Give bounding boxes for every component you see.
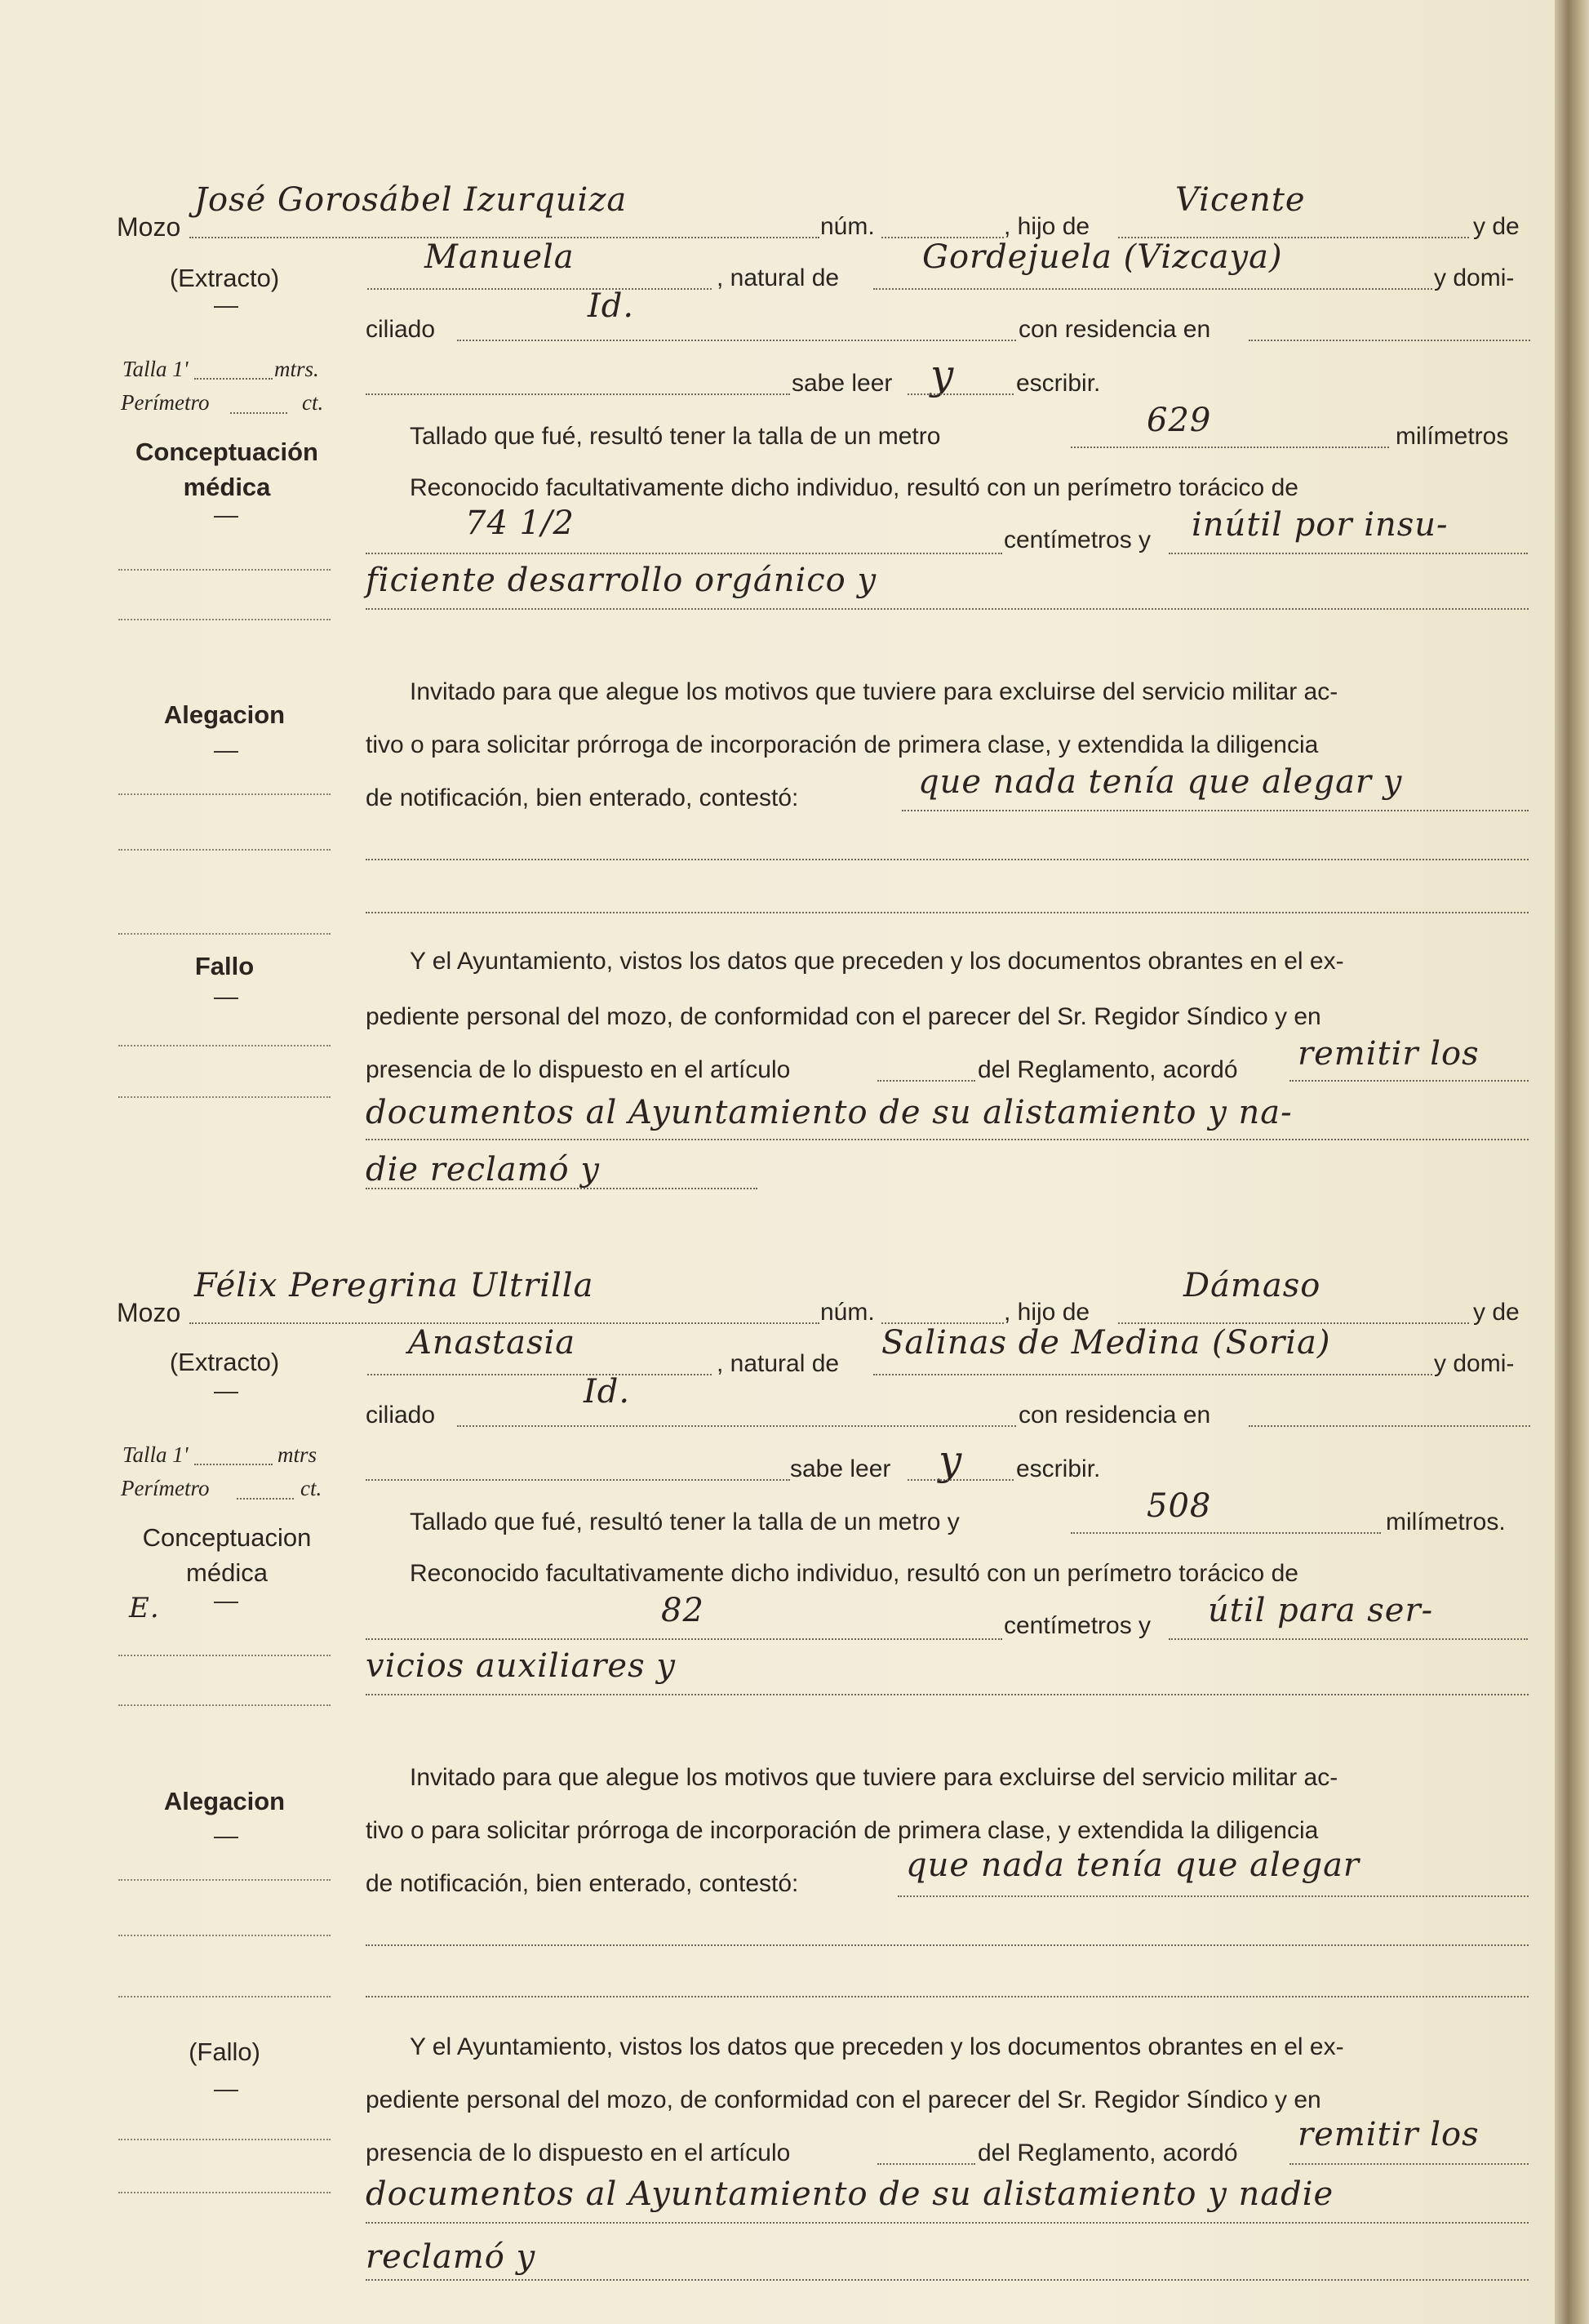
handwritten-sabe-leer: y <box>930 351 955 398</box>
ayuntamiento-text-1: Y el Ayuntamiento, vistos los datos que preceden y los documentos obrantes en el ex- <box>410 948 1344 975</box>
mozo-label: Mozo <box>117 212 181 242</box>
natural-label: , natural de <box>717 264 840 291</box>
tallado-text: Tallado que fué, resultó tener la talla de un metro y <box>410 1509 960 1535</box>
margin-mark: E. <box>129 1592 160 1624</box>
handwritten-sabe-leer: y <box>939 1437 963 1484</box>
hijo-label: , hijo de <box>1004 1299 1090 1326</box>
decision-blank <box>1289 2163 1529 2165</box>
handwritten-answer: que nada tenía que alegar <box>906 1846 1360 1884</box>
residencia-blank <box>1249 340 1530 341</box>
divider-dash <box>214 1392 238 1393</box>
decision-blank-3 <box>366 1188 757 1189</box>
sidebar-rule <box>118 619 331 620</box>
blank-line <box>366 393 790 395</box>
ayuntamiento-text-3a: presencia de lo dispuesto en el artículo <box>366 2140 791 2166</box>
domicile-blank <box>457 340 1016 341</box>
talla-unit: mtrs. <box>274 357 319 381</box>
ayuntamiento-text-1: Y el Ayuntamiento, vistos los datos que preceden y los documentos obrantes en el ex- <box>410 2033 1344 2060</box>
sabe-leer-blank <box>908 1479 1014 1481</box>
perimetro-label: Perímetro <box>121 1476 210 1500</box>
perimetro-unit: ct. <box>300 1476 322 1500</box>
extracto-label: (Extracto) <box>169 1348 280 1376</box>
sidebar-rule <box>118 1096 331 1098</box>
talla-label: Talla 1' <box>122 357 189 381</box>
conceptuacion-label: Conceptuacion <box>142 1523 312 1552</box>
divider-dash <box>214 998 238 999</box>
sabe-leer-blank <box>908 393 1014 395</box>
height-blank <box>1071 1532 1381 1534</box>
domi-label: y domi- <box>1434 1350 1515 1377</box>
answer-blank-2 <box>366 1944 1529 1946</box>
domicile-blank <box>457 1425 1016 1427</box>
invitado-text-3: de notificación, bien enterado, contestó: <box>366 784 799 811</box>
tallado-text: Tallado que fué, resultó tener la talla de un metro <box>410 423 941 450</box>
sidebar-rule <box>118 1655 331 1656</box>
invitado-text-2: tivo o para solicitar prórroga de incorporación de primera clase, y extendida la diligencia <box>366 731 1319 758</box>
handwritten-decision-1: remitir los <box>1298 1035 1480 1073</box>
sidebar-rule <box>118 1045 331 1046</box>
perimetro-unit: ct. <box>302 390 324 415</box>
handwritten-father: Dámaso <box>1183 1267 1321 1304</box>
handwritten-perimeter: 74 1/2 <box>465 504 575 542</box>
handwritten-answer: que nada tenía que alegar y <box>918 763 1403 801</box>
perimeter-blank <box>366 553 1002 554</box>
handwritten-decision-1: remitir los <box>1298 2116 1480 2153</box>
invitado-text-2: tivo o para solicitar prórroga de incorporación de primera clase, y extendida la diligencia <box>366 1817 1319 1844</box>
ciliado-label: ciliado <box>366 316 436 343</box>
talla-unit: mtrs <box>277 1442 317 1467</box>
answer-blank-2 <box>366 859 1529 860</box>
handwritten-birthplace: Salinas de Medina (Soria) <box>881 1324 1331 1362</box>
y-de-label: y de <box>1473 1299 1520 1326</box>
handwritten-medical-2: vicios auxiliares y <box>366 1647 676 1685</box>
talla-blank <box>194 1464 273 1465</box>
medica-label: médica <box>186 1558 268 1587</box>
handwritten-domicile: Id. <box>588 287 635 325</box>
fallo-label: Fallo <box>194 952 255 980</box>
sidebar-rule <box>118 1704 331 1706</box>
extracto-label: (Extracto) <box>169 264 280 292</box>
handwritten-domicile: Id. <box>584 1373 631 1411</box>
divider-dash <box>214 516 238 518</box>
blank-line <box>366 1479 790 1481</box>
handwritten-medical-2: ficiente desarrollo orgánico y <box>366 562 877 599</box>
handwritten-name: José Gorosábel Izurquiza <box>194 181 628 219</box>
reconocido-text: Reconocido facultativamente dicho individuo, resultó con un perímetro torácico de <box>410 1560 1298 1587</box>
hijo-label: , hijo de <box>1004 213 1090 240</box>
residencia-blank <box>1249 1425 1530 1427</box>
sidebar-rule <box>118 1935 331 1936</box>
book-binding-edge <box>1555 0 1589 2324</box>
handwritten-medical-1: inútil por insu- <box>1192 506 1449 544</box>
handwritten-birthplace: Gordejuela (Vizcaya) <box>922 238 1283 276</box>
handwritten-height: 629 <box>1147 402 1212 439</box>
handwritten-decision-2: documentos al Ayuntamiento de su alistamiento y na- <box>366 1094 1293 1131</box>
answer-blank-3 <box>366 912 1529 913</box>
handwritten-perimeter: 82 <box>661 1592 704 1629</box>
handwritten-height: 508 <box>1147 1487 1212 1525</box>
fallo-label: (Fallo) <box>189 2037 260 2066</box>
reconocido-text: Reconocido facultativamente dicho individuo, resultó con un perímetro torácico de <box>410 474 1298 501</box>
sabe-leer-label: sabe leer <box>790 1455 891 1482</box>
perimeter-blank <box>366 1638 1002 1640</box>
answer-blank-3 <box>366 1996 1529 1997</box>
ayuntamiento-text-2: pediente personal del mozo, de conformidad con el parecer del Sr. Regidor Síndico y en <box>366 1003 1321 1030</box>
decision-blank-3 <box>366 2279 1529 2281</box>
milimetros-label: milímetros <box>1396 423 1509 450</box>
height-blank <box>1071 447 1389 448</box>
decision-blank-2 <box>366 2222 1529 2224</box>
residencia-label: con residencia en <box>1019 1402 1211 1429</box>
decision-blank <box>1289 1080 1529 1082</box>
sidebar-rule <box>118 933 331 935</box>
mozo-label: Mozo <box>117 1298 181 1327</box>
perimetro-blank <box>237 1498 294 1500</box>
handwritten-decision-3: reclamó y <box>366 2238 536 2276</box>
domi-label: y domi- <box>1434 264 1515 291</box>
sabe-leer-label: sabe leer <box>792 370 893 397</box>
sidebar-rule <box>118 793 331 795</box>
natural-label: , natural de <box>717 1350 840 1377</box>
invitado-text-3: de notificación, bien enterado, contestó: <box>366 1870 799 1897</box>
mother-blank <box>367 1374 712 1375</box>
decision-blank-2 <box>366 1139 1529 1140</box>
divider-dash <box>214 1602 238 1603</box>
handwritten-mother: Anastasia <box>408 1324 576 1362</box>
num-label: núm. <box>820 213 875 240</box>
divider-dash <box>214 751 238 753</box>
handwritten-mother: Manuela <box>424 238 575 276</box>
perimetro-blank <box>230 412 287 414</box>
sidebar-rule <box>118 2192 331 2193</box>
sidebar-rule <box>118 2139 331 2140</box>
birthplace-blank <box>873 288 1432 290</box>
centimetros-label: centímetros y <box>1004 1612 1152 1639</box>
divider-dash <box>214 306 238 308</box>
medical-blank-2 <box>366 608 1529 610</box>
medical-blank <box>1169 1638 1528 1640</box>
sidebar-rule <box>118 569 331 571</box>
num-label: núm. <box>820 1299 875 1326</box>
milimetros-label: milímetros. <box>1386 1509 1506 1535</box>
invitado-text-1: Invitado para que alegue los motivos que tuviere para excluirse del servicio militar ac- <box>410 678 1338 705</box>
ayuntamiento-text-2: pediente personal del mozo, de conformidad con el parecer del Sr. Regidor Síndico y en <box>366 2086 1321 2113</box>
handwritten-name: Félix Peregrina Ultrilla <box>194 1267 594 1304</box>
answer-blank <box>898 1895 1529 1897</box>
mother-blank <box>367 288 712 290</box>
ayuntamiento-text-3b: del Reglamento, acordó <box>978 1056 1238 1083</box>
y-de-label: y de <box>1473 213 1520 240</box>
ayuntamiento-text-3b: del Reglamento, acordó <box>978 2140 1238 2166</box>
medica-label: médica <box>183 473 271 501</box>
talla-blank <box>194 378 273 380</box>
alegacion-label: Alegacion <box>163 700 286 729</box>
escribir-label: escribir. <box>1016 1455 1101 1482</box>
medical-blank-2 <box>366 1694 1529 1695</box>
handwritten-medical-1: útil para ser- <box>1208 1592 1434 1629</box>
conceptuacion-label: Conceptuación <box>135 438 318 466</box>
divider-dash <box>214 2090 238 2091</box>
articulo-blank <box>877 1080 975 1082</box>
invitado-text-1: Invitado para que alegue los motivos que tuviere para excluirse del servicio militar ac- <box>410 1764 1338 1791</box>
handwritten-decision-3: die reclamó y <box>366 1151 600 1189</box>
centimetros-label: centímetros y <box>1004 527 1152 553</box>
ayuntamiento-text-3a: presencia de lo dispuesto en el artículo <box>366 1056 791 1083</box>
handwritten-father: Vicente <box>1175 181 1306 219</box>
perimetro-label: Perímetro <box>121 390 210 415</box>
sidebar-rule <box>118 1996 331 1997</box>
talla-label: Talla 1' <box>122 1442 189 1467</box>
alegacion-label: Alegacion <box>163 1787 286 1815</box>
residencia-label: con residencia en <box>1019 316 1211 343</box>
sidebar-rule <box>118 849 331 851</box>
escribir-label: escribir. <box>1016 370 1101 397</box>
divider-dash <box>214 1837 238 1838</box>
ciliado-label: ciliado <box>366 1402 436 1429</box>
articulo-blank <box>877 2163 975 2165</box>
medical-blank <box>1169 553 1528 554</box>
sidebar-rule <box>118 1879 331 1881</box>
birthplace-blank <box>873 1374 1432 1375</box>
answer-blank <box>902 810 1529 811</box>
handwritten-decision-2: documentos al Ayuntamiento de su alistamiento y nadie <box>366 2175 1334 2213</box>
